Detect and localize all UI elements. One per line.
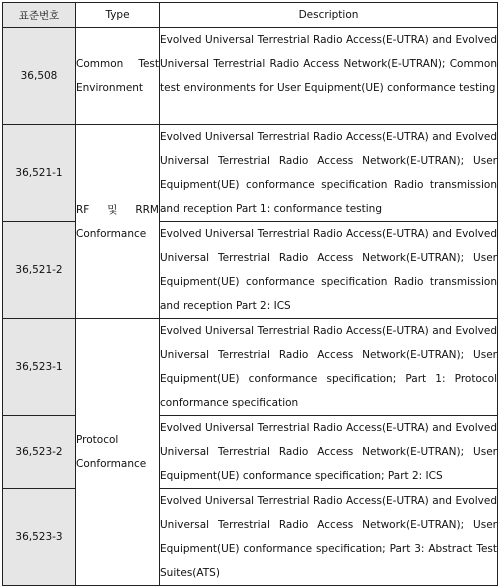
- type-cell: [76, 28, 160, 125]
- description-cell: Evolved Universal Terrestrial Radio Access(E-UTRA) and Evolved Universal Terrestrial Radio Access Network(E-UTRAN); User Equipment(UE) conformance specification; Part 3: Abstract Test Suites(ATS): [160, 489, 498, 586]
- description-cell: Evolved Universal Terrestrial Radio Access(E-UTRA) and Evolved Universal Terrestrial Radio Access Network(E-UTRAN); User Equipment(UE) conformance specification; Part 2: ICS: [160, 416, 498, 489]
- header-type: Type: [76, 3, 160, 28]
- type-cell: [76, 319, 160, 586]
- header-row: [3, 3, 498, 28]
- standard-number: 36,523-1: [3, 319, 76, 416]
- type-label: Common Test Environment: [76, 58, 159, 94]
- table-row: [3, 125, 498, 222]
- standards-table: [2, 2, 498, 586]
- table-row: [3, 28, 498, 125]
- standard-number: 36,521-1: [3, 125, 76, 222]
- standard-number: 36,523-3: [3, 489, 76, 586]
- header-standard-number: 표준번호: [3, 3, 76, 28]
- description-cell: Evolved Universal Terrestrial Radio Access(E-UTRA) and Evolved Universal Terrestrial Radio Access Network(E-UTRAN); User Equipment(UE) conformance specification; Part 1: Protocol conformance specification: [160, 319, 498, 416]
- description-cell: Evolved Universal Terrestrial Radio Access(E-UTRA) and Evolved Universal Terrestrial Radio Access Network(E-UTRAN); User Equipment(UE) conformance specification Radio transmission and reception Part 1: conformance testing: [160, 125, 498, 222]
- description-cell: Evolved Universal Terrestrial Radio Access(E-UTRA) and Evolved Universal Terrestrial Radio Access Network(E-UTRAN); Common test environments for User Equipment(UE) conformance testing: [160, 28, 498, 125]
- header-description: Description: [160, 3, 498, 28]
- standard-number: 36,521-2: [3, 222, 76, 319]
- type-cell: [76, 125, 160, 319]
- description-cell: Evolved Universal Terrestrial Radio Access(E-UTRA) and Evolved Universal Terrestrial Radio Access Network(E-UTRAN); User Equipment(UE) conformance specification Radio transmission and reception Part 2: ICS: [160, 222, 498, 319]
- table-row: [3, 319, 498, 416]
- standard-number: 36,508: [3, 28, 76, 125]
- standard-number: 36,523-2: [3, 416, 76, 489]
- type-label: RF 및 RRM Conformance: [76, 203, 159, 240]
- type-label: Protocol Conformance: [76, 434, 147, 470]
